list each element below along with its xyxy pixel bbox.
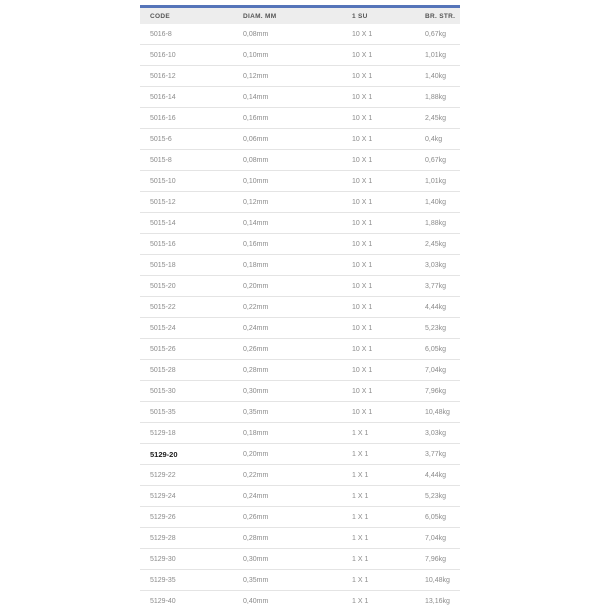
br-str-cell: 1,88kg (425, 87, 460, 108)
code-cell: 5129-20 (140, 444, 243, 465)
table-row (140, 318, 460, 339)
table-row (140, 528, 460, 549)
code-cell: 5129-30 (140, 549, 243, 570)
diam-cell: 0,08mm (243, 24, 352, 45)
diam-cell: 0,22mm (243, 297, 352, 318)
su-cell: 1 X 1 (352, 570, 425, 591)
br-str-cell: 0,67kg (425, 24, 460, 45)
code-cell: 5129-18 (140, 423, 243, 444)
su-cell: 10 X 1 (352, 129, 425, 150)
br-str-cell: 10,48kg (425, 570, 460, 591)
br-str-cell: 3,03kg (425, 423, 460, 444)
br-str-cell: 7,04kg (425, 360, 460, 381)
su-cell: 10 X 1 (352, 234, 425, 255)
code-cell: 5015-12 (140, 192, 243, 213)
code-cell: 5129-26 (140, 507, 243, 528)
br-str-cell: 1,88kg (425, 213, 460, 234)
table-row (140, 150, 460, 171)
header-row (140, 7, 460, 25)
diam-cell: 0,30mm (243, 549, 352, 570)
table-row (140, 444, 460, 465)
br-str-cell: 4,44kg (425, 465, 460, 486)
diam-cell: 0,10mm (243, 45, 352, 66)
su-cell: 1 X 1 (352, 444, 425, 465)
table-header (140, 7, 460, 25)
code-cell: 5015-28 (140, 360, 243, 381)
br-str-cell: 3,77kg (425, 444, 460, 465)
table-row (140, 24, 460, 45)
table-row (140, 45, 460, 66)
br-str-cell: 13,16kg (425, 591, 460, 611)
code-cell: 5015-18 (140, 255, 243, 276)
su-cell: 1 X 1 (352, 465, 425, 486)
diam-cell: 0,18mm (243, 255, 352, 276)
code-cell: 5129-22 (140, 465, 243, 486)
su-cell: 1 X 1 (352, 423, 425, 444)
su-cell: 10 X 1 (352, 87, 425, 108)
su-cell: 10 X 1 (352, 381, 425, 402)
diam-cell: 0,12mm (243, 66, 352, 87)
diam-cell: 0,20mm (243, 276, 352, 297)
table-row (140, 423, 460, 444)
table-body (140, 24, 460, 611)
code-cell: 5015-20 (140, 276, 243, 297)
table-row (140, 171, 460, 192)
su-cell: 10 X 1 (352, 24, 425, 45)
table-row (140, 255, 460, 276)
code-cell: 5015-26 (140, 339, 243, 360)
br-str-cell: 10,48kg (425, 402, 460, 423)
su-cell: 1 X 1 (352, 528, 425, 549)
br-str-cell: 2,45kg (425, 234, 460, 255)
su-cell: 1 X 1 (352, 486, 425, 507)
code-cell: 5016-8 (140, 24, 243, 45)
su-cell: 10 X 1 (352, 192, 425, 213)
diam-cell: 0,28mm (243, 360, 352, 381)
table-row (140, 129, 460, 150)
table-row (140, 465, 460, 486)
diam-cell: 0,22mm (243, 465, 352, 486)
diam-cell: 0,35mm (243, 402, 352, 423)
br-str-cell: 0,67kg (425, 150, 460, 171)
su-cell: 10 X 1 (352, 213, 425, 234)
table-row (140, 381, 460, 402)
su-cell: 10 X 1 (352, 45, 425, 66)
br-str-cell: 5,23kg (425, 486, 460, 507)
diam-cell: 0,18mm (243, 423, 352, 444)
diam-cell: 0,30mm (243, 381, 352, 402)
code-cell: 5015-10 (140, 171, 243, 192)
table-row (140, 339, 460, 360)
code-cell: 5015-22 (140, 297, 243, 318)
column-header-su: 1 SU (352, 7, 425, 25)
code-cell: 5016-14 (140, 87, 243, 108)
table-row (140, 192, 460, 213)
code-cell: 5016-10 (140, 45, 243, 66)
table-row (140, 234, 460, 255)
su-cell: 10 X 1 (352, 318, 425, 339)
code-cell: 5015-14 (140, 213, 243, 234)
diam-cell: 0,16mm (243, 234, 352, 255)
br-str-cell: 3,77kg (425, 276, 460, 297)
br-str-cell: 7,04kg (425, 528, 460, 549)
code-cell: 5016-16 (140, 108, 243, 129)
table-row (140, 486, 460, 507)
diam-cell: 0,28mm (243, 528, 352, 549)
code-cell: 5015-30 (140, 381, 243, 402)
su-cell: 1 X 1 (352, 507, 425, 528)
br-str-cell: 5,23kg (425, 318, 460, 339)
table-row (140, 87, 460, 108)
su-cell: 10 X 1 (352, 402, 425, 423)
br-str-cell: 6,05kg (425, 339, 460, 360)
table-row (140, 507, 460, 528)
br-str-cell: 3,03kg (425, 255, 460, 276)
code-cell: 5129-40 (140, 591, 243, 611)
column-header-br-str: BR. STR. (425, 7, 460, 25)
diam-cell: 0,35mm (243, 570, 352, 591)
su-cell: 10 X 1 (352, 339, 425, 360)
diam-cell: 0,12mm (243, 192, 352, 213)
su-cell: 10 X 1 (352, 276, 425, 297)
br-str-cell: 1,01kg (425, 171, 460, 192)
su-cell: 1 X 1 (352, 591, 425, 611)
diam-cell: 0,24mm (243, 318, 352, 339)
br-str-cell: 0,4kg (425, 129, 460, 150)
su-cell: 10 X 1 (352, 255, 425, 276)
code-cell: 5129-35 (140, 570, 243, 591)
code-cell: 5129-24 (140, 486, 243, 507)
code-cell: 5015-8 (140, 150, 243, 171)
table-row (140, 66, 460, 87)
su-cell: 10 X 1 (352, 360, 425, 381)
column-header-diam: DIAM. MM (243, 7, 352, 25)
column-header-code: CODE (140, 7, 243, 25)
diam-cell: 0,10mm (243, 171, 352, 192)
diam-cell: 0,24mm (243, 486, 352, 507)
su-cell: 10 X 1 (352, 150, 425, 171)
diam-cell: 0,40mm (243, 591, 352, 611)
spec-table-container (140, 5, 460, 611)
code-cell: 5015-35 (140, 402, 243, 423)
code-cell: 5016-12 (140, 66, 243, 87)
br-str-cell: 4,44kg (425, 297, 460, 318)
br-str-cell: 1,01kg (425, 45, 460, 66)
code-cell: 5015-16 (140, 234, 243, 255)
br-str-cell: 6,05kg (425, 507, 460, 528)
table-row (140, 297, 460, 318)
table-row (140, 108, 460, 129)
diam-cell: 0,26mm (243, 339, 352, 360)
br-str-cell: 7,96kg (425, 381, 460, 402)
diam-cell: 0,16mm (243, 108, 352, 129)
code-cell: 5015-6 (140, 129, 243, 150)
code-cell: 5015-24 (140, 318, 243, 339)
su-cell: 10 X 1 (352, 297, 425, 318)
diam-cell: 0,26mm (243, 507, 352, 528)
diam-cell: 0,14mm (243, 87, 352, 108)
diam-cell: 0,14mm (243, 213, 352, 234)
br-str-cell: 7,96kg (425, 549, 460, 570)
br-str-cell: 1,40kg (425, 66, 460, 87)
code-cell: 5129-28 (140, 528, 243, 549)
su-cell: 10 X 1 (352, 108, 425, 129)
diam-cell: 0,06mm (243, 129, 352, 150)
table-row (140, 549, 460, 570)
diam-cell: 0,20mm (243, 444, 352, 465)
diam-cell: 0,08mm (243, 150, 352, 171)
su-cell: 10 X 1 (352, 66, 425, 87)
su-cell: 10 X 1 (352, 171, 425, 192)
table-row (140, 213, 460, 234)
table-row (140, 360, 460, 381)
table-row (140, 276, 460, 297)
br-str-cell: 1,40kg (425, 192, 460, 213)
table-row (140, 591, 460, 611)
table-row (140, 570, 460, 591)
su-cell: 1 X 1 (352, 549, 425, 570)
br-str-cell: 2,45kg (425, 108, 460, 129)
product-spec-table (140, 5, 460, 611)
table-row (140, 402, 460, 423)
